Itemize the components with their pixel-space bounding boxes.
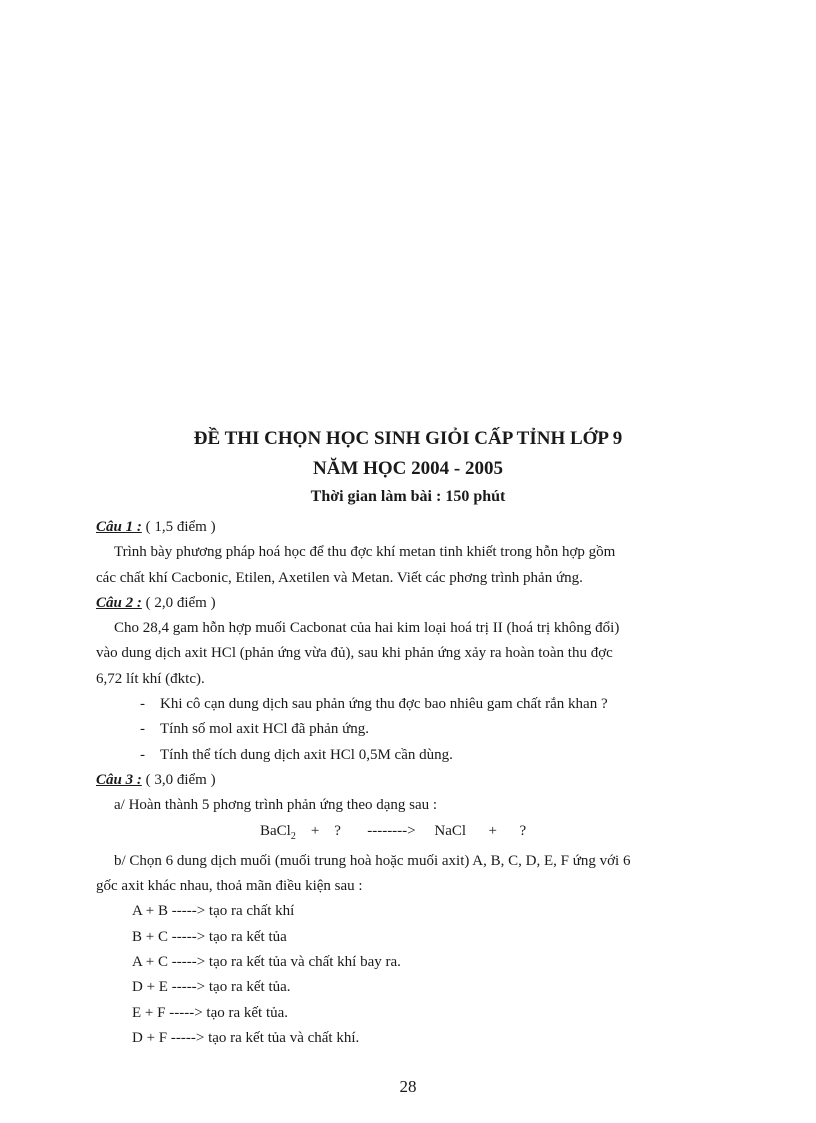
question-1-points: ( 1,5 điểm ) — [141, 519, 216, 535]
question-3-points: ( 3,0 điểm ) — [141, 771, 216, 788]
list-item: D + F -----> tạo ra kết tủa và chất khí. — [132, 1029, 360, 1046]
question-1-label: Câu 1 : — [96, 519, 142, 535]
list-item — [96, 717, 736, 742]
exam-header — [0, 424, 816, 510]
list-item — [96, 743, 736, 768]
question-3-heading — [96, 768, 736, 793]
bullet-dash: - — [140, 721, 145, 738]
question-3-part-b: b/ Chọn 6 dung dịch muối (muối trung hoà hoặc muối axit) A, B, C, D, E, F ứng với 6 — [114, 852, 631, 869]
question-1-line: Trình bày phương pháp hoá học để thu đợc khí metan tinh khiết trong hỗn hợp gồm — [114, 544, 616, 561]
equation-reactant: BaCl — [260, 822, 291, 839]
question-1-heading — [96, 515, 736, 540]
bullet-dash: - — [140, 746, 145, 763]
question-2-points: ( 2,0 điểm ) — [141, 594, 216, 611]
list-item: A + B -----> tạo ra chất khí — [132, 903, 295, 920]
school-year: NĂM HỌC 2004 - 2005 — [313, 458, 503, 479]
list-item: A + C -----> tạo ra kết tủa và chất khí bay ra. — [132, 954, 401, 971]
question-3-part-b-line: gốc axit khác nhau, thoả mãn điều kiện sau : — [96, 878, 363, 895]
question-2-line: Cho 28,4 gam hỗn hợp muối Cacbonat của hai kim loại hoá trị II (hoá trị không đổi) — [114, 620, 620, 637]
list-item: B + C -----> tạo ra kết tủa — [132, 928, 287, 945]
list-item-text: Tính số mol axit HCl đã phản ứng. — [160, 721, 369, 738]
list-item — [96, 692, 736, 717]
exam-title: ĐỀ THI CHỌN HỌC SINH GIỎI CẤP TỈNH LỚP 9 — [193, 428, 623, 449]
question-2-label: Câu 2 : — [96, 594, 142, 611]
question-3-label: Câu 3 : — [96, 771, 142, 788]
equation-rest: + ? --------> NaCl + ? — [295, 822, 527, 839]
question-1-line: các chất khí Cacbonic, Etilen, Axetilen và Metan. Viết các phơng trình phản ứng. — [96, 569, 583, 586]
list-item-text: Khi cô cạn dung dịch sau phản ứng thu đợc bao nhiêu gam chất rắn khan ? — [160, 696, 608, 713]
list-item: E + F -----> tạo ra kết tủa. — [132, 1004, 289, 1021]
bullet-dash: - — [140, 696, 145, 713]
question-3-part-a: a/ Hoàn thành 5 phơng trình phản ứng theo dạng sau : — [114, 797, 438, 814]
question-2-heading — [96, 591, 736, 616]
page-number: 28 — [399, 1077, 417, 1096]
equation-subscript: 2 — [290, 830, 296, 842]
list-item-text: Tính thể tích dung dịch axit HCl 0,5M cần dùng. — [160, 746, 453, 763]
exam-duration: Thời gian làm bài : 150 phút — [310, 488, 506, 505]
reaction-equation — [96, 819, 736, 849]
list-item: D + E -----> tạo ra kết tủa. — [132, 979, 291, 996]
question-2-line: 6,72 lít khí (đktc). — [96, 670, 205, 687]
question-2-line: vào dung dịch axit HCl (phản ứng vừa đủ), sau khi phản ứng xảy ra hoàn toàn thu đợc — [96, 645, 613, 662]
exam-content — [96, 515, 736, 1051]
